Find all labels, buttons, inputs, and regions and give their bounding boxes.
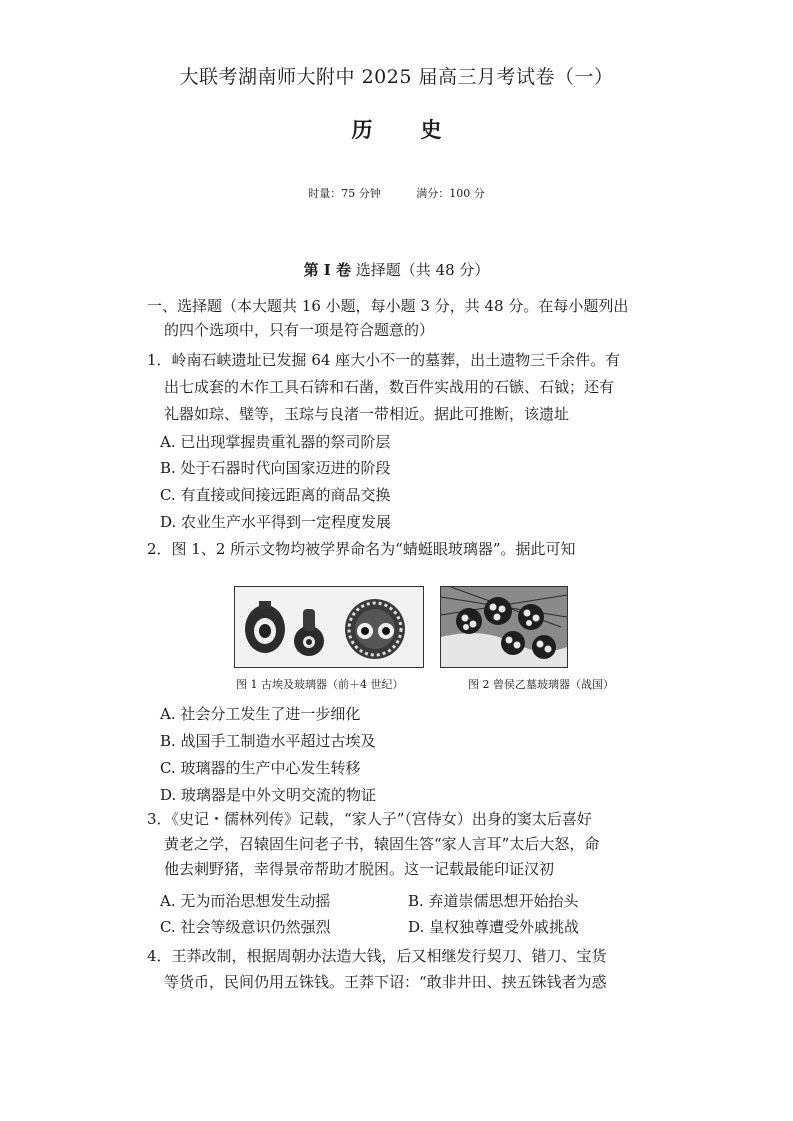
q4-stem-line-2: 等货币，民间仍用五铢钱。王莽下诏：“敢非井田、挟五铢钱者为惑 <box>164 973 607 991</box>
section-heading <box>0 259 793 280</box>
instructions-line-1: 一、选择题（本大题共 16 小题，每小题 3 分，共 48 分。在每小题列出 <box>147 297 629 315</box>
q2-stem-line-1: 2．图 1、2 所示文物均被学界命名为“蜻蜓眼玻璃器”。据此可知 <box>147 540 576 558</box>
egyptian-glass-beads-illustration <box>235 587 423 667</box>
q2-option-c: C. 玻璃器的生产中心发生转移 <box>160 759 361 777</box>
q3-stem-line-1: 3．《史记・儒林列传》记载，“家人子”（宫侍女）出身的窦太后喜好 <box>147 810 592 828</box>
q3-stem-line-2: 黄老之学，召辕固生问老子书，辕固生答“家人言耳”太后大怒，命 <box>164 835 600 853</box>
figure-2-image <box>440 586 568 668</box>
q1-stem-line-2: 出七成套的木作工具石锛和石凿，数百件实战用的石镞、石钺；还有 <box>164 378 615 396</box>
figure-1-image <box>234 586 424 668</box>
q3-option-c: C. 社会等级意识仍然强烈 <box>160 918 331 936</box>
q3-stem-line-3: 他去刺野猪，幸得景帝帮助才脱困。这一记载最能印证汉初 <box>164 860 555 878</box>
time-label: 时量：75 分钟 <box>308 187 381 200</box>
q4-stem-line-1: 4．王莽改制，根据周朝办法造大钱，后又相继发行契刀、错刀、宝货 <box>147 947 607 965</box>
q1-option-b: B. 处于石器时代向国家迈进的阶段 <box>160 459 391 477</box>
q2-option-d: D. 玻璃器是中外文明交流的物证 <box>160 786 377 804</box>
q3-option-a: A. 无为而治思想发生动摇 <box>160 892 331 910</box>
q3-option-d: D. 皇权独尊遭受外戚挑战 <box>408 918 580 936</box>
q2-option-b: B. 战国手工制造水平超过古埃及 <box>160 732 376 750</box>
q3-option-b: B. 弃道崇儒思想开始抬头 <box>408 892 579 910</box>
q1-stem-line-3: 礼器如琮、璧等，玉琮与良渚一带相近。据此可推断，该遗址 <box>164 405 570 423</box>
figure-1-caption: 图 1 古埃及玻璃器（前＋4 世纪） <box>236 678 404 691</box>
section-heading-rest: 选择题（共 48 分） <box>351 261 490 279</box>
exam-meta <box>0 185 793 201</box>
q1-option-c: C. 有直接或间接远距离的商品交换 <box>160 486 391 504</box>
exam-title: 大联考湖南师大附中 2025 届高三月考试卷（一） <box>179 66 614 88</box>
subject-title: 历史 <box>351 117 490 142</box>
section-volume: 第 I 卷 <box>303 261 352 279</box>
q2-option-a: A. 社会分工发生了进一步细化 <box>160 705 361 723</box>
score-label: 满分：100 分 <box>416 187 485 200</box>
q1-option-a: A. 已出现掌握贵重礼器的祭司阶层 <box>160 433 391 451</box>
figure-2-caption: 图 2 曾侯乙墓玻璃器（战国） <box>468 678 614 691</box>
q1-option-d: D. 农业生产水平得到一定程度发展 <box>160 513 392 531</box>
instructions-line-2: 的四个选项中，只有一项是符合题意的） <box>164 321 435 339</box>
zeng-hou-yi-glass-beads-illustration <box>441 587 567 667</box>
q1-stem-line-1: 1．岭南石峡遗址已发掘 64 座大小不一的墓葬，出土遗物三千余件。有 <box>147 351 621 369</box>
